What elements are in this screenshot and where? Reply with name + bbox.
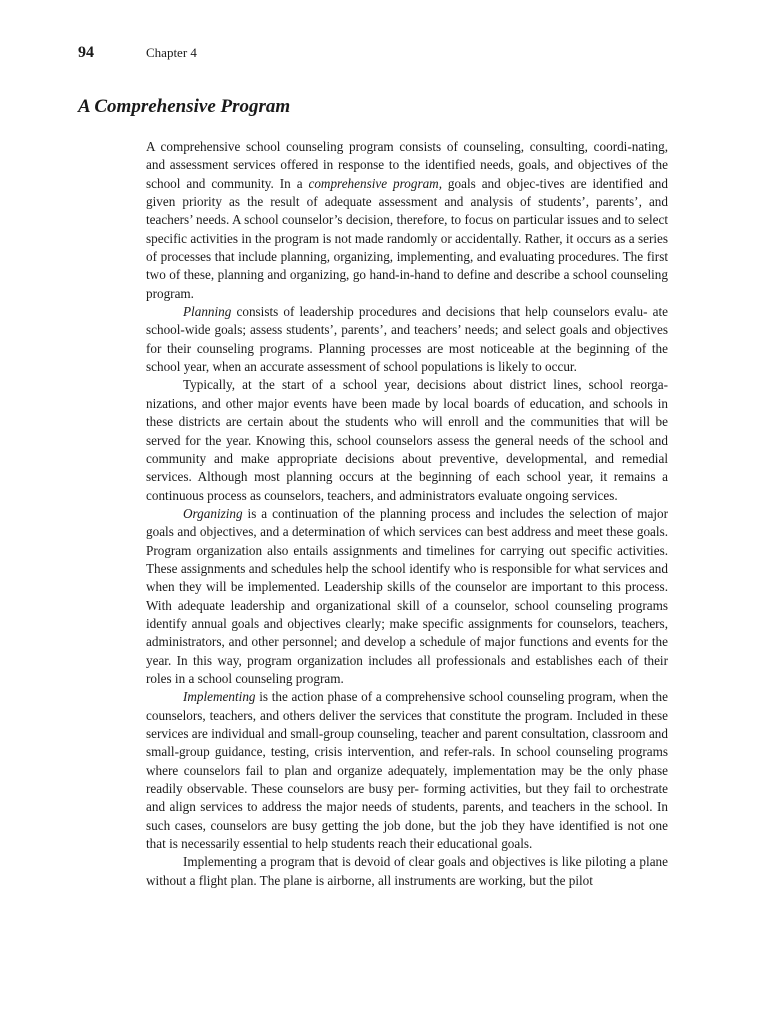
page-number: 94 [78,44,94,61]
section-title: A Comprehensive Program [78,96,291,117]
term-comprehensive-program: comprehensive program, [308,175,442,191]
paragraph-4 [146,505,668,688]
paragraph-4-text-cont: is a continuation of the planning process and includes the selection of major goals and objectives, and a determination of which services can best address and meet these goals. Program organization also entails assignments and timelines for carrying out specific activities. These assignments and schedules help the school identify who is responsible for what services and when they will be implemented. Leadership skills of the counselor are important to this process. With adequate leadership and organizational skill of a counselor, school counseling programs identify annual goals and objectives clearly; make specific assignments for counselors, teachers, administrators, and other personnel; and develop a schedule of major functions and events for the year. In this way, program organization includes all professionals and establishes each of their roles in a school counseling program. [146,505,668,686]
paragraph-5 [146,688,668,853]
body-text [146,138,668,890]
term-planning: Planning [183,304,232,320]
paragraph-2 [146,303,668,376]
paragraph-3 [146,376,668,504]
paragraph-5-text-cont: is the action phase of a comprehensive school counseling program, when the counselors, teachers, and others deliver the services that constitute the program. Included in these services are individual and small-group counseling, teacher and parent consultation, classroom and small-group guidance, testing, crisis intervention, and refer-rals. In school counseling programs where counselors fail to plan and organize adequately, implementation may be the only phase readily observable. These counselors are busy per- forming activities, but they fail to orchestrate and align services to address the major needs of students, parents, and teachers in the school. In such cases, counselors are busy getting the job done, but the job they have identified is not one that is necessarily essential to help students reach their educational goals. [146,689,668,852]
paragraph-1-text-cont: goals and objec-tives are identified and given priority as the result of adequate assessment and analysis of students’, parents’, and teachers’ needs. A school counselor’s decision, therefore, to focus on particular issues and to select specific activities in the program is not made randomly or accidentally. Rather, it occurs as a series of processes that include planning, organizing, implementing, and evaluating procedures. The first two of these, planning and organizing, go hand-in-hand to define and describe a school counseling program. [146,175,668,301]
term-organizing: Organizing [183,505,243,521]
paragraph-6 [146,853,668,890]
paragraph-1-text: A comprehensive school counseling program consists of counseling, consulting, coordi-nating, and assessment services offered in response to the identified needs, goals, and objectives of the school and community. In a [146,139,668,191]
paragraph-2-text-cont: consists of leadership procedures and decisions that help counselors evalu- ate school-wide goals; assess students’, parents’, and teachers’ needs; and select goals and objectives for their counseling programs. Planning processes are most noticeable at the beginning of the school year, when an accurate assessment of school populations is likely to occur. [146,304,668,375]
paragraph-1 [146,138,668,303]
chapter-label: Chapter 4 [146,45,197,60]
term-implementing: Implementing [183,689,256,705]
running-header [78,44,197,64]
paragraph-6-text: Implementing a program that is devoid of clear goals and objectives is like piloting a plane without a flight plan. The plane is airborne, all instruments are working, but the pilot [146,854,668,888]
paragraph-3-text: Typically, at the start of a school year, decisions about district lines, school reorga-nizations, and other major events have been made by local boards of education, and schools in these districts are certain about the students who will enroll and the communities that will be served for the year. Knowing this, school counselors assess the general needs of the school and community and make appropriate decisions about preventive, developmental, and remedial services. Although most planning occurs at the beginning of each school year, it remains a continuous process as counselors, teachers, and administrators evaluate ongoing services. [146,377,668,503]
